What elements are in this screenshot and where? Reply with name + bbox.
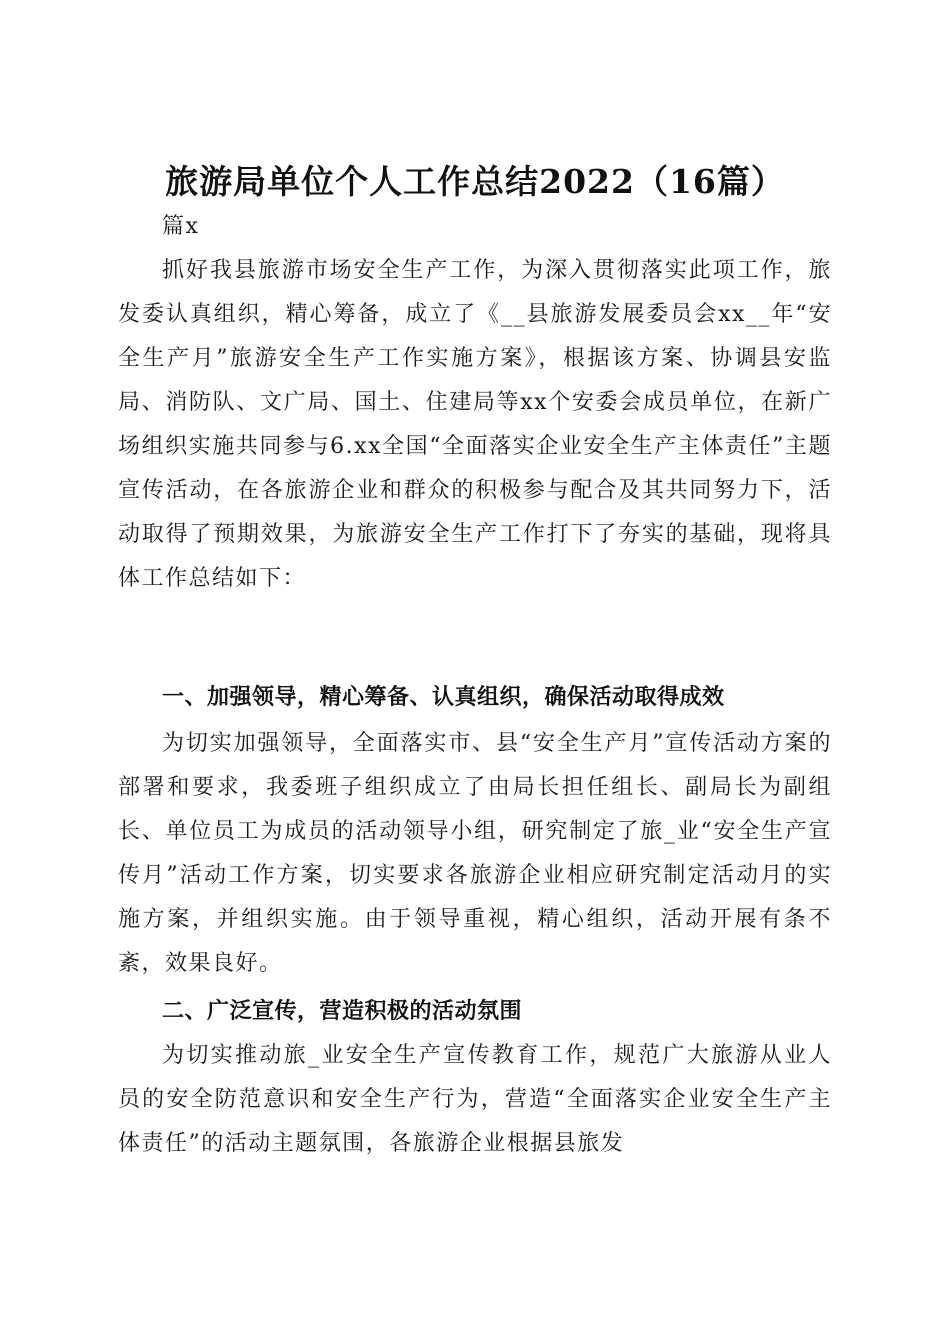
- document-title: 旅游局单位个人工作总结2022（16篇）: [165, 162, 785, 202]
- section-1-paragraph: 为切实加强领导，全面落实市、县“安全生产月”宣传活动方案的部署和要求，我委班子组织成立了由局长担任组长、副局长为副组长、单位员工为成员的活动领导小组，研究制定了旅_业“安全生产宣传月”活动工作方案，切实要求各旅游企业相应研究制定活动月的实施方案，并组织实施。由于领导重视，精心组织，活动开展有条不紊，效果良好。: [118, 731, 832, 976]
- section-2-paragraph: 为切实推动旅_业安全生产宣传教育工作，规范广大旅游从业人员的安全防范意识和安全生产行为，营造“全面落实企业安全生产主体责任”的活动主题氛围，各旅游企业根据县旅发: [118, 1043, 832, 1156]
- section-1-heading: 一、加强领导，精心筹备、认真组织，确保活动取得成效: [162, 685, 725, 710]
- intro-paragraph: 抓好我县旅游市场安全生产工作，为深入贯彻落实此项工作，旅发委认真组织，精心筹备，成立了《__县旅游发展委员会xx__年“安全生产月”旅游安全生产工作实施方案》，根据该方案、协调县安监局、消防队、文广局、国土、住建局等xx个安委会成员单位，在新广场组织实施共同参与6.xx全国“全面落实企业安全生产主体责任”主题宣传活动，在各旅游企业和群众的积极参与配合及其共同努力下，活动取得了预期效果，为旅游安全生产工作打下了夯实的基础，现将具体工作总结如下：: [118, 258, 832, 591]
- chapter-label: 篇x: [162, 214, 200, 239]
- section-2-heading: 二、广泛宣传，营造积极的活动氛围: [162, 999, 523, 1024]
